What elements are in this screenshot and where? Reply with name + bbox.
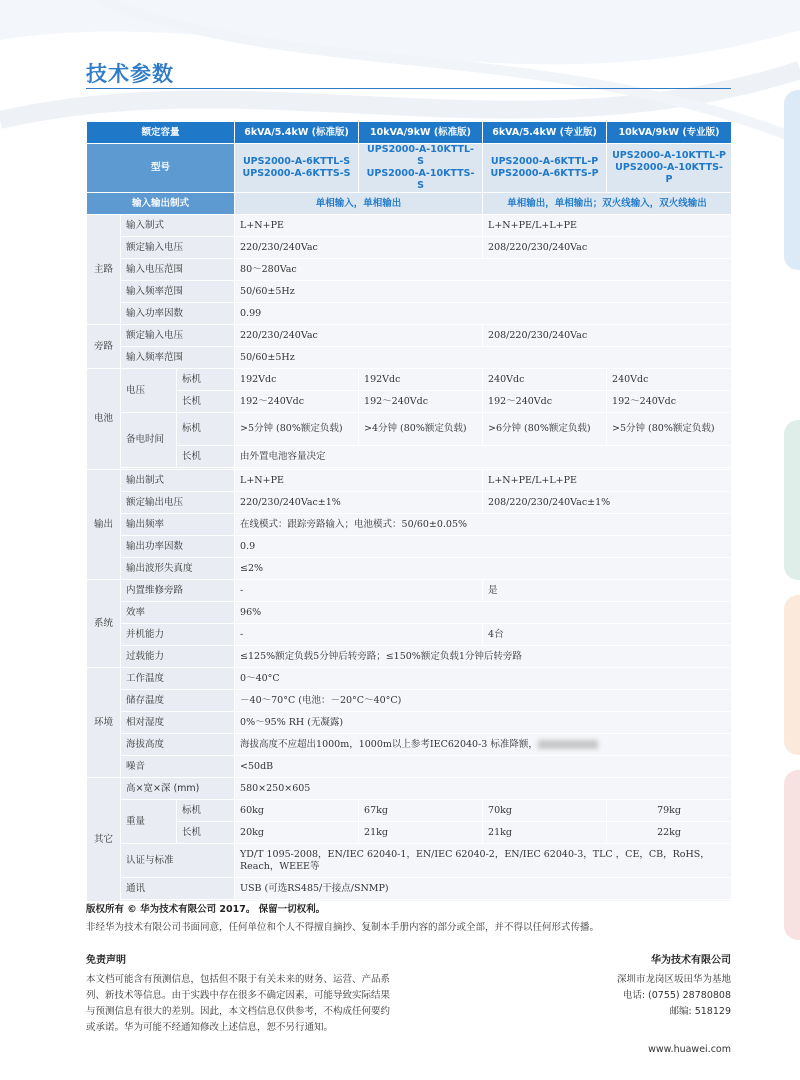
table-row	[87, 259, 732, 281]
sub-label-standard: 标机	[177, 413, 235, 446]
cell-value: 580×250×605	[235, 778, 732, 800]
group-battery: 电池	[87, 369, 121, 470]
cell-value: 208/220/230/240Vac	[483, 325, 732, 347]
table-row	[87, 844, 732, 878]
row-label: 储存温度	[121, 690, 235, 712]
row-label: 海拔高度	[121, 734, 235, 756]
cell-value: 60kg	[235, 800, 359, 822]
capacity-col4: 10kVA/9kW (专业版)	[607, 122, 732, 144]
model-col1: UPS2000-A-6KTTL-S UPS2000-A-6KTTS-S	[235, 144, 359, 193]
table-row	[87, 878, 732, 900]
cell-value: 80～280Vac	[235, 259, 732, 281]
model-col4: UPS2000-A-10KTTL-P UPS2000-A-10KTTS-P	[607, 144, 732, 193]
row-label: 效率	[121, 602, 235, 624]
side-tab-orange	[784, 595, 800, 755]
cell-value: 192Vdc	[359, 369, 483, 391]
io-label: 输入输出制式	[87, 193, 235, 215]
copyright-line: 版权所有 © 华为技术有限公司 2017。 保留一切权利。	[86, 904, 326, 915]
disclaimer-text: 本文档可能含有预测信息，包括但不限于有关未来的财务、运营、产品系列、新技术等信息。由于实践中存在很多不确定因素，可能导致实际结果与预测信息有很大的差别。因此，本文档信息仅供参考，不构成任何要约或承诺。华为可能不经通知修改上述信息，恕不另行通知。	[86, 974, 391, 1033]
table-row	[87, 690, 732, 712]
cell-value: 79kg	[607, 800, 732, 822]
company-name: 华为技术有限公司	[651, 955, 731, 966]
table-row	[87, 734, 732, 756]
table-row	[87, 646, 732, 668]
table-row	[87, 281, 732, 303]
table-row	[87, 558, 732, 580]
row-label: 认证与标准	[121, 844, 235, 878]
table-row	[87, 580, 732, 602]
model-label: 型号	[87, 144, 235, 193]
table-row	[87, 446, 732, 468]
row-label: 过载能力	[121, 646, 235, 668]
table-row	[87, 369, 732, 391]
cell-value: 22kg	[607, 822, 732, 844]
weight-label: 重量	[121, 800, 177, 844]
row-label: 额定输出电压	[121, 492, 235, 514]
cell-value: 220/230/240Vac	[235, 325, 483, 347]
sub-label-long: 长机	[177, 822, 235, 844]
table-row	[87, 514, 732, 536]
table-row	[87, 536, 732, 558]
group-system: 系统	[87, 580, 121, 668]
header-row-io	[87, 193, 732, 215]
cell-value: 21kg	[359, 822, 483, 844]
side-tab-blue	[784, 90, 800, 270]
io-standard: 单相输入，单相输出	[235, 193, 483, 215]
company-postcode: 邮编: 518129	[669, 1006, 731, 1017]
cell-value: -	[235, 624, 483, 646]
capacity-col1: 6kVA/5.4kW (标准版)	[235, 122, 359, 144]
capacity-col2: 10kVA/9kW (标准版)	[359, 122, 483, 144]
group-other: 其它	[87, 778, 121, 902]
cell-value: 192Vdc	[235, 369, 359, 391]
table-row	[87, 237, 732, 259]
row-label: 并机能力	[121, 624, 235, 646]
blurred-text	[538, 740, 598, 749]
capacity-label: 额定容量	[87, 122, 235, 144]
sub-label-long: 长机	[177, 391, 235, 413]
copyright-note: 非经华为技术有限公司书面同意，任何单位和个人不得擅自摘抄、复制本手册内容的部分或全部，并不得以任何形式传播。	[86, 922, 600, 933]
table-row	[87, 492, 732, 514]
cell-value: >4分钟 (80%额定负载)	[359, 413, 483, 446]
cell-value: 208/220/230/240Vac±1%	[483, 492, 732, 514]
cell-value: ≤125%额定负载5分钟后转旁路；≤150%额定负载1分钟后转旁路	[235, 646, 732, 668]
table-row	[87, 624, 732, 646]
cell-value: L+N+PE	[235, 470, 483, 492]
spec-table	[86, 121, 732, 902]
cell-value: 由外置电池容量决定	[235, 446, 732, 468]
battery-voltage-label: 电压	[121, 369, 177, 413]
cell-value: 是	[483, 580, 732, 602]
cell-value: -	[235, 580, 483, 602]
model-col3: UPS2000-A-6KTTL-P UPS2000-A-6KTTS-P	[483, 144, 607, 193]
group-bypass: 旁路	[87, 325, 121, 369]
cell-value: 192～240Vdc	[607, 391, 732, 413]
row-label: 额定输入电压	[121, 237, 235, 259]
table-row	[87, 303, 732, 325]
row-label: 输入频率范围	[121, 281, 235, 303]
company-phone: 电话: (0755) 28780808	[622, 990, 731, 1001]
table-row	[87, 668, 732, 690]
row-label: 输入电压范围	[121, 259, 235, 281]
cell-value: 220/230/240Vac±1%	[235, 492, 483, 514]
cell-value: YD/T 1095-2008，EN/IEC 62040-1，EN/IEC 62040-2，EN/IEC 62040-3，TLC ，CE，CB，RoHS，Reach，WEEE等	[235, 844, 732, 878]
cell-value: <50dB	[235, 756, 732, 778]
cell-value: L+N+PE/L+L+PE	[483, 470, 732, 492]
cell-value: >5分钟 (80%额定负载)	[235, 413, 359, 446]
capacity-col3: 6kVA/5.4kW (专业版)	[483, 122, 607, 144]
cell-value: L+N+PE	[235, 215, 483, 237]
cell-value: 67kg	[359, 800, 483, 822]
table-row	[87, 756, 732, 778]
cell-value: 240Vdc	[607, 369, 732, 391]
row-label: 输入频率范围	[121, 347, 235, 369]
table-row	[87, 712, 732, 734]
sub-label-standard: 标机	[177, 800, 235, 822]
table-row	[87, 822, 732, 844]
table-row	[87, 778, 732, 800]
table-row	[87, 470, 732, 492]
sub-label-long: 长机	[177, 446, 235, 468]
company-contact	[617, 972, 731, 1020]
group-environment: 环境	[87, 668, 121, 778]
cell-value: 0.9	[235, 536, 732, 558]
sub-label-standard: 标机	[177, 369, 235, 391]
table-row	[87, 413, 732, 446]
row-label: 输入功率因数	[121, 303, 235, 325]
disclaimer-title: 免责声明	[86, 955, 126, 966]
side-tab-red	[784, 770, 800, 940]
cell-value: >6分钟 (80%额定负载)	[483, 413, 607, 446]
cell-value: 50/60±5Hz	[235, 347, 732, 369]
row-label: 相对湿度	[121, 712, 235, 734]
table-row	[87, 800, 732, 822]
cell-value: 220/230/240Vac	[235, 237, 483, 259]
row-label: 输出制式	[121, 470, 235, 492]
title-divider	[86, 88, 731, 89]
cell-value: －40～70°C (电池：－20°C～40°C)	[235, 690, 732, 712]
cell-value: >5分钟 (80%额定负载)	[607, 413, 732, 446]
cell-value: L+N+PE/L+L+PE	[483, 215, 732, 237]
row-label: 输出功率因数	[121, 536, 235, 558]
group-output: 输出	[87, 470, 121, 580]
cell-value: 208/220/230/240Vac	[483, 237, 732, 259]
cell-value: 192～240Vdc	[483, 391, 607, 413]
cell-value: 240Vdc	[483, 369, 607, 391]
group-main: 主路	[87, 215, 121, 325]
cell-value: 192～240Vdc	[235, 391, 359, 413]
cell-value: 21kg	[483, 822, 607, 844]
row-label: 输出频率	[121, 514, 235, 536]
cell-value: 0～40°C	[235, 668, 732, 690]
model-col2: UPS2000-A-10KTTL-S UPS2000-A-10KTTS-S	[359, 144, 483, 193]
header-row-capacity	[87, 122, 732, 144]
row-label: 输出波形失真度	[121, 558, 235, 580]
row-label: 内置维修旁路	[121, 580, 235, 602]
table-row	[87, 347, 732, 369]
cell-value: 70kg	[483, 800, 607, 822]
table-row	[87, 602, 732, 624]
page-title: 技术参数	[86, 62, 174, 86]
io-pro: 单相输出，单相输出；双火线输入，双火线输出	[483, 193, 732, 215]
table-row	[87, 391, 732, 413]
battery-backup-label: 备电时间	[121, 413, 177, 468]
cell-value: 50/60±5Hz	[235, 281, 732, 303]
row-label: 额定输入电压	[121, 325, 235, 347]
row-label: 工作温度	[121, 668, 235, 690]
table-row	[87, 215, 732, 237]
cell-value: 0.99	[235, 303, 732, 325]
row-label: 高×宽×深 (mm)	[121, 778, 235, 800]
cell-value: ≤2%	[235, 558, 732, 580]
company-address: 深圳市龙岗区坂田华为基地	[616, 974, 731, 985]
row-label: 通讯	[121, 878, 235, 900]
cell-value: 0%～95% RH (无凝露)	[235, 712, 732, 734]
website-link[interactable]: www.huawei.com	[648, 1044, 731, 1055]
table-row	[87, 325, 732, 347]
cell-value: 20kg	[235, 822, 359, 844]
cell-value: 海拔高度不应超出1000m，1000m以上参考IEC62040-3 标准降额，	[235, 734, 732, 756]
cell-value: 192～240Vdc	[359, 391, 483, 413]
side-tab-green	[784, 420, 800, 580]
cell-value: 在线模式：跟踪旁路输入；电池模式：50/60±0.05%	[235, 514, 732, 536]
header-row-model	[87, 144, 732, 193]
cell-value: USB (可选RS485/干接点/SNMP)	[235, 878, 732, 900]
row-label: 噪音	[121, 756, 235, 778]
cell-value: 96%	[235, 602, 732, 624]
row-label: 输入制式	[121, 215, 235, 237]
cell-value: 4台	[483, 624, 732, 646]
